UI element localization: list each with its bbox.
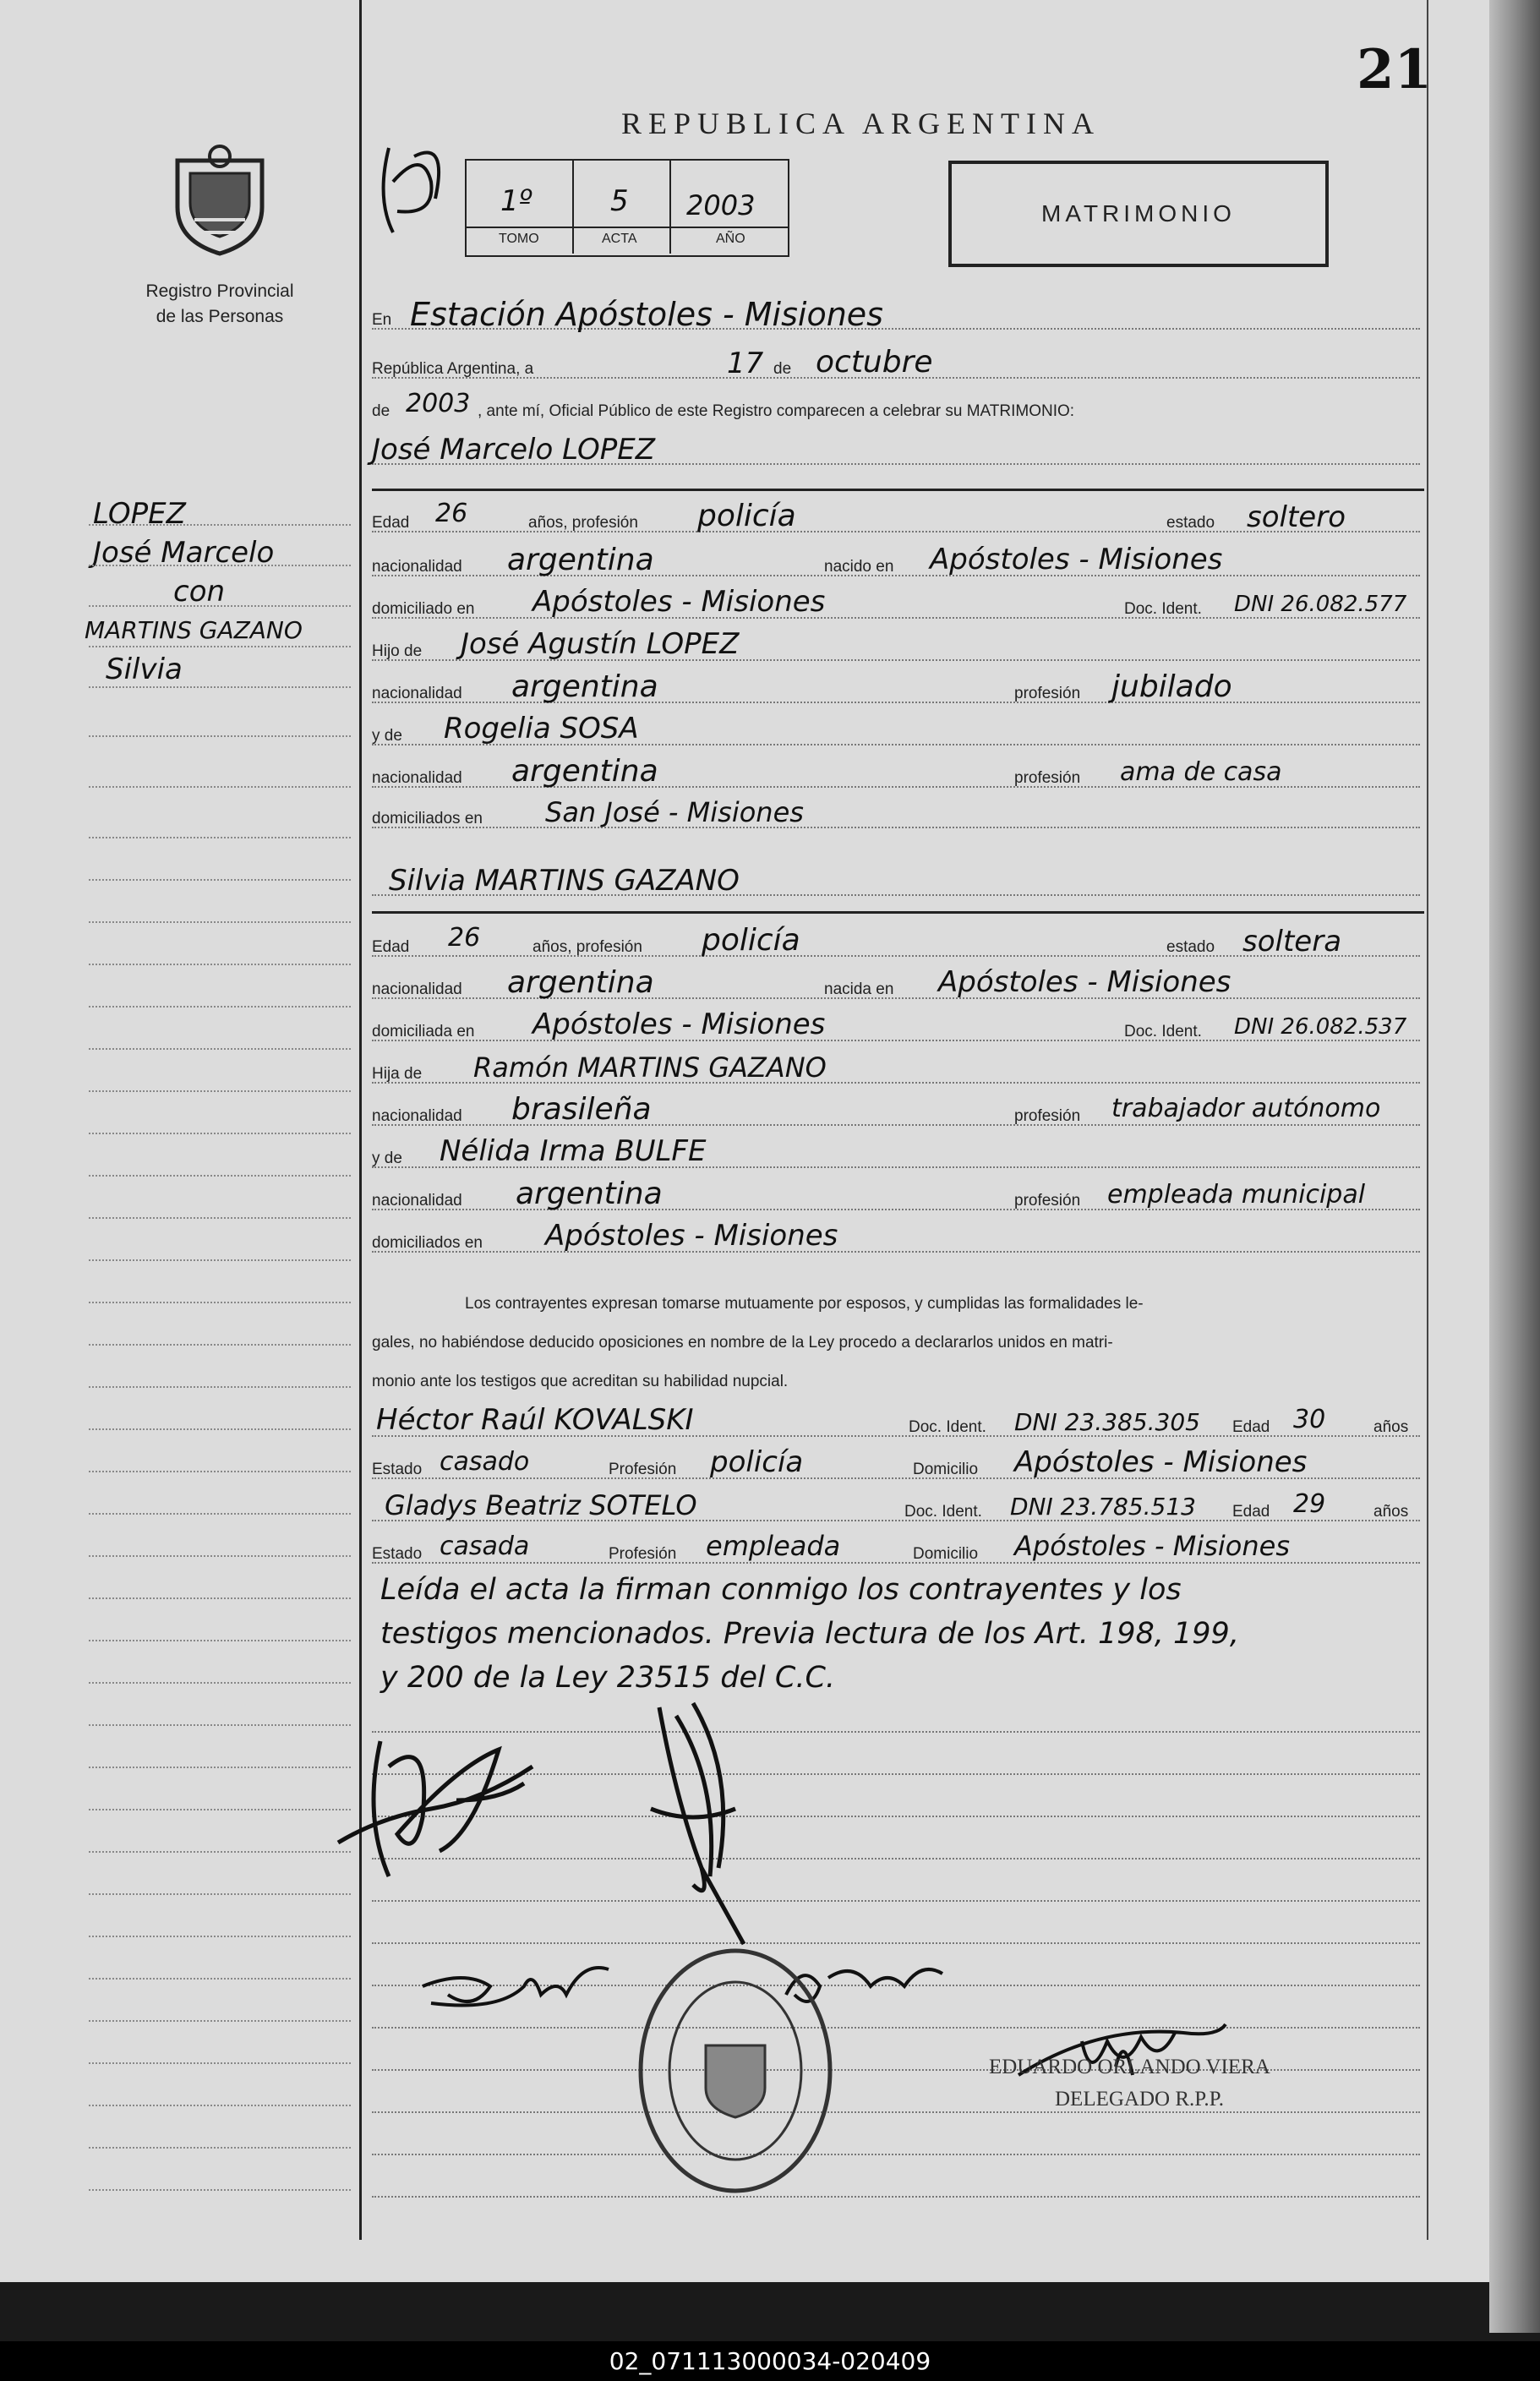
closing-text: Leída el acta la firman conmigo los contrayentes y los testigos mencionados. Previa lectura de los Art. 198, 199, y 200 de la Ley 23515 del C.C.	[380, 1573, 1239, 1695]
bride-age-row: Edad 26 años, profesión policía estado soltera	[372, 923, 1420, 960]
officer-name: EDUARDO ORLANDO VIERA	[989, 2056, 1270, 2078]
declaration-text: Los contrayentes expresan tomarse mutuamente por esposos, y cumplidas las formalidades le- gales, no habiéndose deducido oposiciones en nombre de la Ley procedo a declararlos unidos en matri- monio ante los testigos que acreditan su habilidad nupcial.	[372, 1295, 1144, 1390]
bride-nationality-row: nacionalidad argentina nacida en Apóstoles - Misiones	[372, 965, 1420, 1002]
witness-2-details-row: Estado casada Profesión empleada Domicilio Apóstoles - Misiones	[372, 1530, 1420, 1567]
country-heading: REPUBLICA ARGENTINA	[621, 106, 1101, 140]
groom-name: José Marcelo LOPEZ	[372, 433, 656, 467]
bride-domicile-row: domiciliada en Apóstoles - Misiones Doc. Ident. DNI 26.082.537	[372, 1008, 1420, 1045]
act-day: 17	[727, 347, 764, 380]
witness-1-details-row: Estado casado Profesión policía Domicilio Apóstoles - Misiones	[372, 1445, 1420, 1483]
witness-1-row: Héctor Raúl KOVALSKI Doc. Ident. DNI 23.385.305 Edad 30 años	[372, 1403, 1420, 1440]
groom-parents-domicile-row: domiciliados en San José - Misiones	[372, 795, 1420, 832]
book-binding	[1489, 0, 1540, 2333]
right-rule	[1427, 0, 1428, 2240]
initials-signature	[372, 131, 456, 241]
margin-rule	[359, 0, 362, 2240]
bride-mother-nat-row: nacionalidad argentina profesión empleada municipal	[372, 1177, 1420, 1214]
acta-value: 5	[610, 184, 629, 218]
bride-father-row: Hija de Ramón MARTINS GAZANO	[372, 1050, 1420, 1087]
act-year: 2003	[406, 389, 471, 418]
bride-mother-row: y de Nélida Irma BULFE	[372, 1134, 1420, 1171]
groom-father-nat-row: nacionalidad argentina profesión jubilado	[372, 669, 1420, 707]
page-number: 21	[1357, 38, 1433, 101]
groom-domicile-row: domiciliado en Apóstoles - Misiones Doc. Ident. DNI 26.082.577	[372, 585, 1420, 622]
bride-rule	[372, 911, 1424, 914]
intro-place-row: En Estación Apóstoles - Misiones	[372, 296, 1420, 333]
groom-mother-nat-row: nacionalidad argentina profesión ama de casa	[372, 754, 1420, 791]
bride-parents-domicile-row: domiciliados en Apóstoles - Misiones	[372, 1219, 1420, 1256]
ano-value: 2003	[686, 189, 756, 221]
province-seal-icon	[161, 139, 279, 258]
witness-2-row: Gladys Beatriz SOTELO Doc. Ident. DNI 23.785.513 Edad 29 años	[372, 1488, 1420, 1525]
tomo-value: 1º	[500, 184, 532, 218]
groom-nationality-row: nacionalidad argentina nacido en Apóstoles - Misiones	[372, 543, 1420, 580]
registry-stamp	[634, 1944, 837, 2198]
acta-label: ACTA	[602, 232, 637, 246]
groom-rule	[372, 489, 1424, 491]
groom-father-row: Hijo de José Agustín LOPEZ	[372, 627, 1420, 664]
act-type: MATRIMONIO	[1041, 200, 1236, 227]
margin-note: LOPEZ José Marcelo con MARTINS GAZANO Silvia	[85, 497, 303, 686]
ano-label: AÑO	[716, 232, 745, 246]
act-month: octubre	[816, 345, 933, 380]
intro-date-row: República Argentina, a 17 de octubre	[372, 345, 1420, 382]
act-place: Estación Apóstoles - Misiones	[410, 296, 883, 333]
officer-signature	[1014, 2016, 1234, 2092]
bride-name-row	[372, 862, 1420, 899]
footer-code: 02_071113000034-020409	[609, 2347, 931, 2375]
bride-signature	[642, 1699, 752, 1952]
intro-year-row: de 2003 , ante mí, Oficial Público de este Registro comparecen a celebrar su MATRIMONIO:	[372, 389, 1075, 420]
groom-mother-row: y de Rogelia SOSA	[372, 712, 1420, 749]
bride-father-nat-row: nacionalidad brasileña profesión trabajador autónomo	[372, 1092, 1420, 1129]
groom-signature	[330, 1716, 549, 1885]
act-type-box	[948, 161, 1329, 267]
footer-bar	[0, 2341, 1540, 2381]
volume-box	[465, 159, 789, 257]
bride-name: Silvia MARTINS GAZANO	[389, 864, 740, 898]
groom-name-row	[372, 431, 1420, 468]
tomo-label: TOMO	[499, 232, 539, 246]
officer-title: DELEGADO R.P.P.	[1055, 2088, 1225, 2111]
groom-age-row: Edad 26 años, profesión policía estado soltero	[372, 499, 1420, 536]
witness-1-signature	[414, 1936, 617, 2029]
registry-name: Registro Provincial de las Personas	[145, 281, 294, 326]
